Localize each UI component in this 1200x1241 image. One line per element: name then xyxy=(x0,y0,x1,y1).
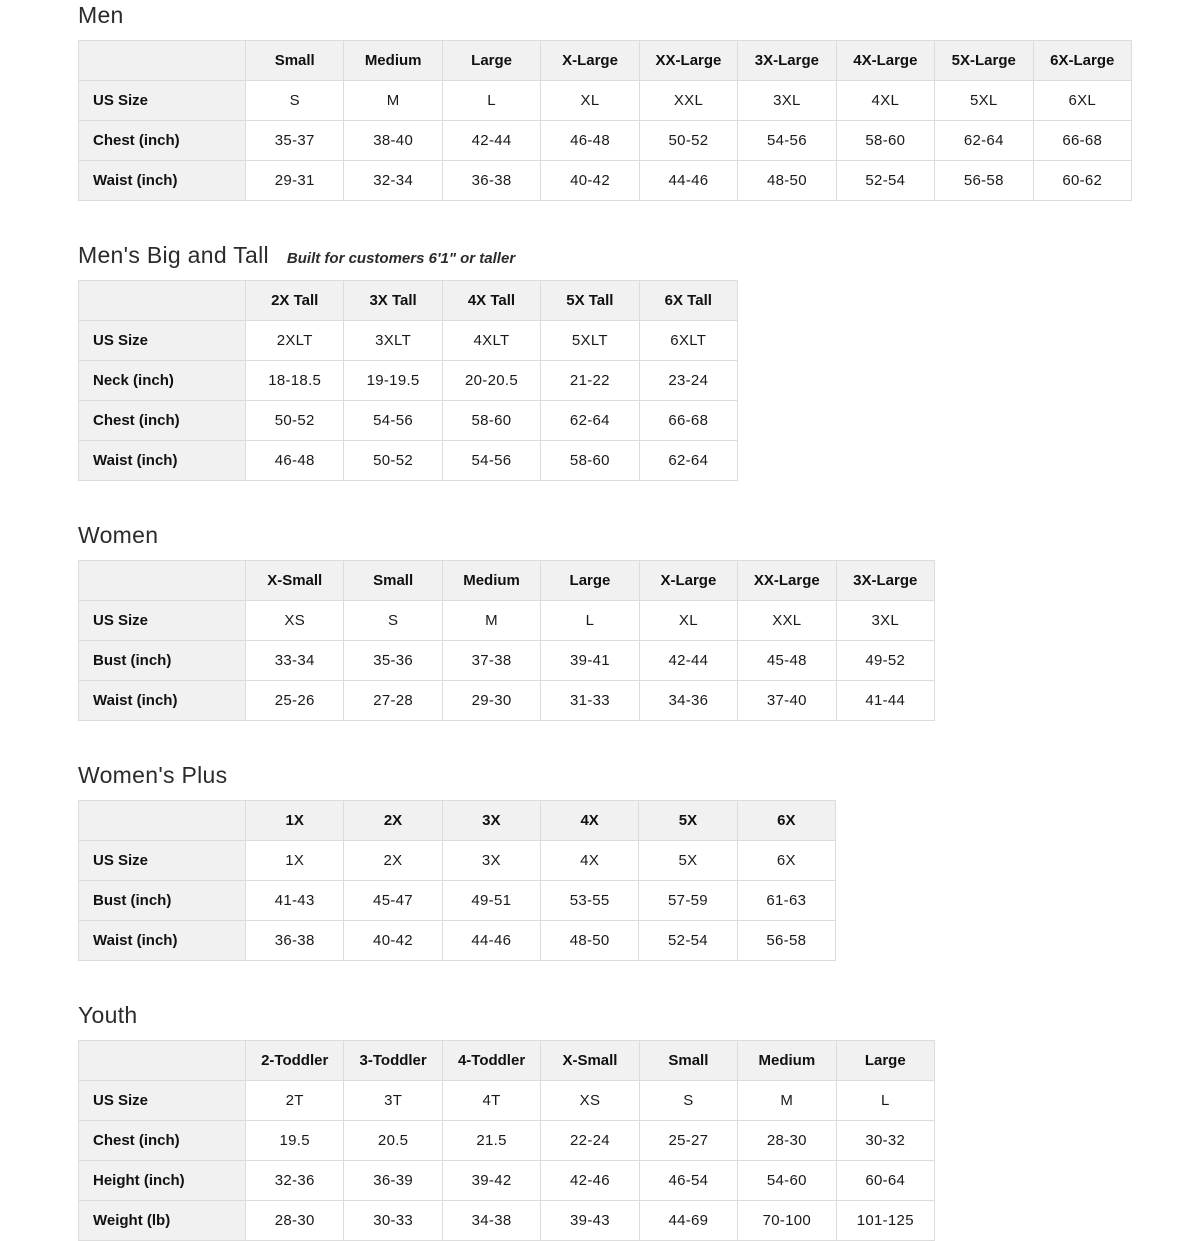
column-header: 2-Toddler xyxy=(246,1041,344,1081)
section-men xyxy=(78,2,1200,201)
size-value-cell: 6XLT xyxy=(639,321,737,361)
column-header: Small xyxy=(246,41,344,81)
size-value-cell: 42-46 xyxy=(541,1161,639,1201)
size-value-cell: 101-125 xyxy=(836,1201,934,1241)
size-value-cell: 4XL xyxy=(836,81,934,121)
size-value-cell: 32-36 xyxy=(246,1161,344,1201)
column-header: Large xyxy=(836,1041,934,1081)
size-value-cell: 38-40 xyxy=(344,121,442,161)
size-value-cell: 19-19.5 xyxy=(344,361,442,401)
header-row xyxy=(79,1041,935,1081)
size-value-cell: 44-46 xyxy=(639,161,737,201)
size-value-cell: 4XLT xyxy=(442,321,540,361)
size-value-cell: 21.5 xyxy=(442,1121,540,1161)
size-value-cell: 49-52 xyxy=(836,641,934,681)
corner-cell xyxy=(79,41,246,81)
size-value-cell: 28-30 xyxy=(246,1201,344,1241)
size-value-cell: 6XL xyxy=(1033,81,1132,121)
size-value-cell: 53-55 xyxy=(540,881,638,921)
size-value-cell: 54-56 xyxy=(738,121,836,161)
section-youth xyxy=(78,1002,1200,1241)
size-value-cell: 66-68 xyxy=(639,401,737,441)
size-value-cell: 39-42 xyxy=(442,1161,540,1201)
size-value-cell: 62-64 xyxy=(935,121,1033,161)
column-header: X-Small xyxy=(541,1041,639,1081)
section-title-row xyxy=(78,242,1200,272)
size-table-mens-big-and-tall xyxy=(78,280,738,481)
size-value-cell: 29-31 xyxy=(246,161,344,201)
size-value-cell: 36-38 xyxy=(246,921,344,961)
row-label: Height (inch) xyxy=(79,1161,246,1201)
section-womens-plus xyxy=(78,762,1200,961)
section-title-row xyxy=(78,762,1200,792)
row-label: Bust (inch) xyxy=(79,881,246,921)
size-value-cell: 54-60 xyxy=(738,1161,836,1201)
column-header: XX-Large xyxy=(738,561,836,601)
size-table-men xyxy=(78,40,1132,201)
size-value-cell: L xyxy=(442,81,540,121)
table-row xyxy=(79,161,1132,201)
size-value-cell: 42-44 xyxy=(442,121,540,161)
size-value-cell: M xyxy=(344,81,442,121)
size-value-cell: 27-28 xyxy=(344,681,442,721)
column-header: 1X xyxy=(246,801,344,841)
size-value-cell: 40-42 xyxy=(344,921,442,961)
size-value-cell: 37-38 xyxy=(442,641,540,681)
column-header: XX-Large xyxy=(639,41,737,81)
table-row xyxy=(79,1121,935,1161)
size-value-cell: 52-54 xyxy=(836,161,934,201)
size-value-cell: 5XL xyxy=(935,81,1033,121)
size-value-cell: 5XLT xyxy=(541,321,639,361)
size-value-cell: 46-48 xyxy=(541,121,639,161)
size-value-cell: 46-48 xyxy=(246,441,344,481)
header-row xyxy=(79,801,836,841)
section-title-womens-plus: Women's Plus xyxy=(78,762,228,788)
row-label: US Size xyxy=(79,1081,246,1121)
size-value-cell: 50-52 xyxy=(246,401,344,441)
column-header: 5X Tall xyxy=(541,281,639,321)
corner-cell xyxy=(79,281,246,321)
size-value-cell: 4X xyxy=(540,841,638,881)
column-header: Large xyxy=(442,41,540,81)
size-value-cell: 34-36 xyxy=(639,681,737,721)
size-value-cell: 58-60 xyxy=(836,121,934,161)
size-value-cell: 4T xyxy=(442,1081,540,1121)
section-mens-big-and-tall xyxy=(78,242,1200,481)
table-row xyxy=(79,681,935,721)
section-subtitle-mens-big-and-tall: Built for customers 6'1" or taller xyxy=(286,250,516,267)
size-value-cell: 58-60 xyxy=(442,401,540,441)
section-title-row xyxy=(78,522,1200,552)
size-value-cell: 6X xyxy=(737,841,835,881)
column-header: 4-Toddler xyxy=(442,1041,540,1081)
table-row xyxy=(79,641,935,681)
size-value-cell: 62-64 xyxy=(541,401,639,441)
size-value-cell: 3X xyxy=(442,841,540,881)
size-value-cell: 52-54 xyxy=(639,921,737,961)
section-title-row xyxy=(78,2,1200,32)
row-label: Neck (inch) xyxy=(79,361,246,401)
size-value-cell: 29-30 xyxy=(442,681,540,721)
corner-cell xyxy=(79,1041,246,1081)
table-row xyxy=(79,401,738,441)
size-value-cell: XXL xyxy=(738,601,836,641)
column-header: 5X xyxy=(639,801,737,841)
size-value-cell: 39-43 xyxy=(541,1201,639,1241)
size-value-cell: 20.5 xyxy=(344,1121,442,1161)
size-value-cell: 42-44 xyxy=(639,641,737,681)
size-value-cell: L xyxy=(541,601,639,641)
size-value-cell: 33-34 xyxy=(246,641,344,681)
size-value-cell: M xyxy=(738,1081,836,1121)
size-value-cell: XL xyxy=(541,81,639,121)
size-value-cell: 62-64 xyxy=(639,441,737,481)
table-row xyxy=(79,601,935,641)
size-value-cell: 66-68 xyxy=(1033,121,1132,161)
table-row xyxy=(79,441,738,481)
size-value-cell: 58-60 xyxy=(541,441,639,481)
size-value-cell: 61-63 xyxy=(737,881,835,921)
row-label: Waist (inch) xyxy=(79,681,246,721)
size-value-cell: L xyxy=(836,1081,934,1121)
row-label: Chest (inch) xyxy=(79,1121,246,1161)
size-value-cell: 18-18.5 xyxy=(246,361,344,401)
table-row xyxy=(79,841,836,881)
size-value-cell: 70-100 xyxy=(738,1201,836,1241)
size-value-cell: 60-64 xyxy=(836,1161,934,1201)
size-value-cell: 19.5 xyxy=(246,1121,344,1161)
row-label: US Size xyxy=(79,601,246,641)
size-value-cell: 48-50 xyxy=(738,161,836,201)
size-table-womens-plus xyxy=(78,800,836,961)
size-value-cell: 3XL xyxy=(738,81,836,121)
column-header: Small xyxy=(344,561,442,601)
column-header: Medium xyxy=(442,561,540,601)
size-value-cell: 45-48 xyxy=(738,641,836,681)
size-value-cell: 36-39 xyxy=(344,1161,442,1201)
row-label: Chest (inch) xyxy=(79,121,246,161)
header-row xyxy=(79,41,1132,81)
size-value-cell: 57-59 xyxy=(639,881,737,921)
column-header: 4X xyxy=(540,801,638,841)
column-header: X-Large xyxy=(639,561,737,601)
size-value-cell: 56-58 xyxy=(935,161,1033,201)
size-value-cell: XS xyxy=(246,601,344,641)
section-title-women: Women xyxy=(78,522,159,548)
row-label: Waist (inch) xyxy=(79,161,246,201)
size-value-cell: 2X xyxy=(344,841,442,881)
row-label: Bust (inch) xyxy=(79,641,246,681)
size-value-cell: S xyxy=(639,1081,737,1121)
column-header: 2X xyxy=(344,801,442,841)
size-value-cell: 20-20.5 xyxy=(442,361,540,401)
size-value-cell: 54-56 xyxy=(442,441,540,481)
size-value-cell: 37-40 xyxy=(738,681,836,721)
size-value-cell: 21-22 xyxy=(541,361,639,401)
size-value-cell: 35-36 xyxy=(344,641,442,681)
size-value-cell: 28-30 xyxy=(738,1121,836,1161)
size-value-cell: 56-58 xyxy=(737,921,835,961)
row-label: Chest (inch) xyxy=(79,401,246,441)
table-row xyxy=(79,121,1132,161)
column-header: 6X Tall xyxy=(639,281,737,321)
row-label: US Size xyxy=(79,81,246,121)
size-value-cell: 3T xyxy=(344,1081,442,1121)
section-title-youth: Youth xyxy=(78,1002,138,1028)
section-title-men: Men xyxy=(78,2,124,28)
column-header: 3X-Large xyxy=(738,41,836,81)
column-header: 5X-Large xyxy=(935,41,1033,81)
section-title-row xyxy=(78,1002,1200,1032)
section-women xyxy=(78,522,1200,721)
table-row xyxy=(79,81,1132,121)
size-value-cell: XL xyxy=(639,601,737,641)
size-value-cell: 60-62 xyxy=(1033,161,1132,201)
size-value-cell: 25-26 xyxy=(246,681,344,721)
column-header: 4X Tall xyxy=(442,281,540,321)
size-value-cell: 1X xyxy=(246,841,344,881)
size-value-cell: 49-51 xyxy=(442,881,540,921)
size-table-youth xyxy=(78,1040,935,1241)
size-value-cell: 34-38 xyxy=(442,1201,540,1241)
column-header: 6X-Large xyxy=(1033,41,1132,81)
size-value-cell: 41-44 xyxy=(836,681,934,721)
table-row xyxy=(79,921,836,961)
row-label: Waist (inch) xyxy=(79,441,246,481)
column-header: Medium xyxy=(344,41,442,81)
table-row xyxy=(79,321,738,361)
size-table-women xyxy=(78,560,935,721)
size-value-cell: 50-52 xyxy=(344,441,442,481)
size-value-cell: M xyxy=(442,601,540,641)
size-value-cell: 3XLT xyxy=(344,321,442,361)
table-row xyxy=(79,1081,935,1121)
row-label: Weight (lb) xyxy=(79,1201,246,1241)
size-value-cell: S xyxy=(246,81,344,121)
row-label: US Size xyxy=(79,841,246,881)
size-value-cell: XS xyxy=(541,1081,639,1121)
size-value-cell: 39-41 xyxy=(541,641,639,681)
corner-cell xyxy=(79,801,246,841)
size-value-cell: 31-33 xyxy=(541,681,639,721)
size-value-cell: S xyxy=(344,601,442,641)
size-value-cell: 54-56 xyxy=(344,401,442,441)
table-row xyxy=(79,881,836,921)
row-label: US Size xyxy=(79,321,246,361)
size-value-cell: 45-47 xyxy=(344,881,442,921)
column-header: Large xyxy=(541,561,639,601)
size-value-cell: 40-42 xyxy=(541,161,639,201)
column-header: X-Large xyxy=(541,41,639,81)
column-header: 2X Tall xyxy=(246,281,344,321)
size-value-cell: 36-38 xyxy=(442,161,540,201)
size-value-cell: 46-54 xyxy=(639,1161,737,1201)
column-header: 3X xyxy=(442,801,540,841)
column-header: X-Small xyxy=(246,561,344,601)
row-label: Waist (inch) xyxy=(79,921,246,961)
size-value-cell: 30-33 xyxy=(344,1201,442,1241)
size-value-cell: 41-43 xyxy=(246,881,344,921)
size-value-cell: 3XL xyxy=(836,601,934,641)
column-header: Medium xyxy=(738,1041,836,1081)
header-row xyxy=(79,281,738,321)
corner-cell xyxy=(79,561,246,601)
size-value-cell: 22-24 xyxy=(541,1121,639,1161)
column-header: 4X-Large xyxy=(836,41,934,81)
table-row xyxy=(79,361,738,401)
size-value-cell: 44-69 xyxy=(639,1201,737,1241)
column-header: 3X Tall xyxy=(344,281,442,321)
size-value-cell: 25-27 xyxy=(639,1121,737,1161)
header-row xyxy=(79,561,935,601)
column-header: 3X-Large xyxy=(836,561,934,601)
table-row xyxy=(79,1201,935,1241)
section-title-mens-big-and-tall: Men's Big and Tall xyxy=(78,242,269,268)
size-value-cell: 30-32 xyxy=(836,1121,934,1161)
size-value-cell: 48-50 xyxy=(540,921,638,961)
size-value-cell: 35-37 xyxy=(246,121,344,161)
size-value-cell: 50-52 xyxy=(639,121,737,161)
table-row xyxy=(79,1161,935,1201)
size-value-cell: 5X xyxy=(639,841,737,881)
size-value-cell: 44-46 xyxy=(442,921,540,961)
size-value-cell: 32-34 xyxy=(344,161,442,201)
size-value-cell: 2T xyxy=(246,1081,344,1121)
size-value-cell: XXL xyxy=(639,81,737,121)
column-header: Small xyxy=(639,1041,737,1081)
column-header: 6X xyxy=(737,801,835,841)
size-value-cell: 23-24 xyxy=(639,361,737,401)
size-value-cell: 2XLT xyxy=(246,321,344,361)
column-header: 3-Toddler xyxy=(344,1041,442,1081)
